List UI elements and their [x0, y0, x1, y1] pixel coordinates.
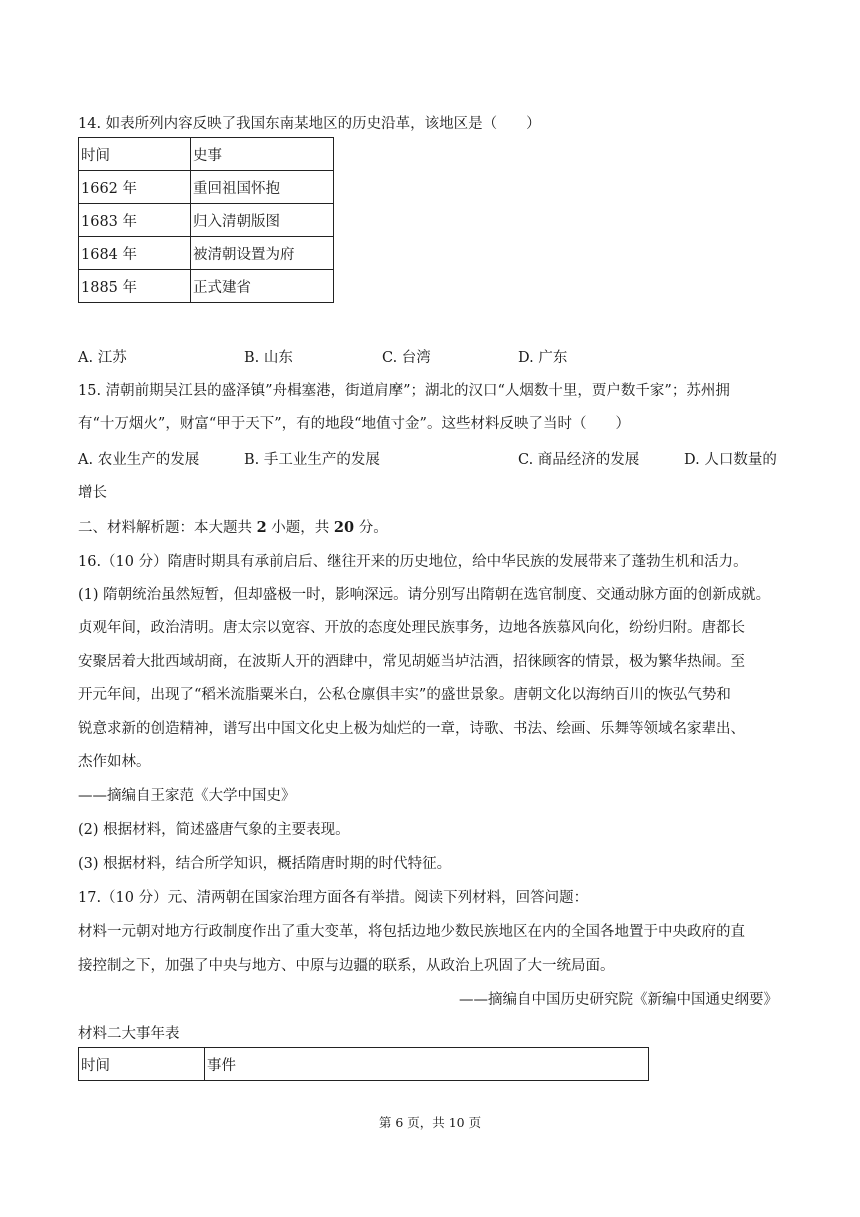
table-header-row [79, 1048, 649, 1081]
q17-source1: ——摘编自中国历史研究院《新编中国通史纲要》 [459, 992, 778, 1008]
q16-sub3: (3) 根据材料，结合所学知识，概括隋唐时期的时代特征。 [78, 856, 452, 872]
table-cell: 重回祖国怀抱 [191, 171, 334, 204]
page-footer: 第 6 页，共 10 页 [378, 1115, 482, 1130]
table-header-cell: 事件 [205, 1048, 649, 1081]
q15-option-b[interactable]: B. 手工业生产的发展 [244, 452, 380, 468]
q14-option-c[interactable]: C. 台湾 [382, 350, 431, 366]
table-row [79, 171, 334, 204]
q16-material-line: 贞观年间，政治清明。唐太宗以宽容、开放的态度处理民族事务，边地各族慕风向化，纷纷归附。唐都长 [78, 620, 745, 636]
q17-stem: 17.（10 分）元、清两朝在国家治理方面各有举措。阅读下列材料，回答问题： [78, 890, 589, 906]
q17-table [78, 1047, 649, 1081]
table-header-cell: 史事 [191, 138, 334, 171]
q14-stem: 14. 如表所列内容反映了我国东南某地区的历史沿革，该地区是（ ） [78, 116, 541, 132]
q16-material-line: 杰作如林。 [78, 754, 151, 770]
table-row [79, 204, 334, 237]
q15-option-a[interactable]: A. 农业生产的发展 [78, 452, 200, 468]
q15-option-d[interactable]: D. 人口数量的 [684, 452, 777, 468]
table-row [79, 237, 334, 270]
table-cell: 1684 年 [79, 237, 191, 270]
section-heading [78, 518, 388, 538]
q17-material1-line: 材料一元朝对地方行政制度作出了重大变革，将包括边地少数民族地区在内的全国各地置于中央政府的直 [78, 924, 745, 940]
q14-table [78, 137, 334, 303]
q14-option-a[interactable]: A. 江苏 [78, 350, 127, 366]
table-cell: 1662 年 [79, 171, 191, 204]
table-header-cell: 时间 [79, 138, 191, 171]
q16-material-line: 开元年间，出现了“稻米流脂粟米白，公私仓廪俱丰实”的盛世景象。唐朝文化以海纳百川的恢弘气势和 [78, 687, 731, 703]
table-cell: 1683 年 [79, 204, 191, 237]
table-header-cell: 时间 [79, 1048, 205, 1081]
section-heading-middle: 小题，共 [266, 520, 334, 536]
section-question-count: 2 [256, 519, 267, 536]
table-cell: 被清朝设置为府 [191, 237, 334, 270]
q15-stem-line1: 15. 清朝前期吴江县的盛泽镇”舟楫塞港，街道肩摩”；湖北的汉口“人烟数十里，贾户数千家”；苏州拥 [78, 383, 730, 399]
table-cell: 正式建省 [191, 270, 334, 303]
table-row [79, 270, 334, 303]
q16-sub2: (2) 根据材料，简述盛唐气象的主要表现。 [78, 822, 350, 838]
q14-option-b[interactable]: B. 山东 [244, 350, 293, 366]
q17-material1-line: 接控制之下，加强了中央与地方、中原与边疆的联系，从政治上巩固了大一统局面。 [78, 958, 615, 974]
q16-sub1: (1) 隋朝统治虽然短暂，但却盛极一时，影响深远。请分别写出隋朝在选官制度、交通动脉方面的创新成就。 [78, 587, 771, 603]
q16-source: ——摘编自王家范《大学中国史》 [78, 788, 296, 804]
section-heading-suffix: 分。 [354, 520, 388, 536]
table-cell: 1885 年 [79, 270, 191, 303]
q15-option-d-wrap: 增长 [78, 485, 107, 501]
q14-option-d[interactable]: D. 广东 [518, 350, 568, 366]
q15-stem-line2: 有“十万烟火”，财富“甲于天下”，有的地段“地值寸金”。这些材料反映了当时（ ） [78, 416, 630, 432]
q15-option-c[interactable]: C. 商品经济的发展 [518, 452, 640, 468]
q16-material-line: 锐意求新的创造精神，谱写出中国文化史上极为灿烂的一章，诗歌、书法、绘画、乐舞等领域名家辈出、 [78, 721, 745, 737]
table-cell: 归入清朝版图 [191, 204, 334, 237]
q17-material2-title: 材料二大事年表 [78, 1026, 180, 1042]
section-score: 20 [333, 519, 355, 536]
q16-material-line: 安聚居着大批西域胡商，在波斯人开的酒肆中，常见胡姬当垆沽酒，招徕顾客的情景，极为繁华热闹。至 [78, 654, 745, 670]
q16-stem: 16.（10 分）隋唐时期具有承前启后、继往开来的历史地位，给中华民族的发展带来了蓬勃生机和活力。 [78, 554, 748, 570]
table-header-row [79, 138, 334, 171]
section-heading-prefix: 二、材料解析题：本大题共 [78, 520, 257, 536]
